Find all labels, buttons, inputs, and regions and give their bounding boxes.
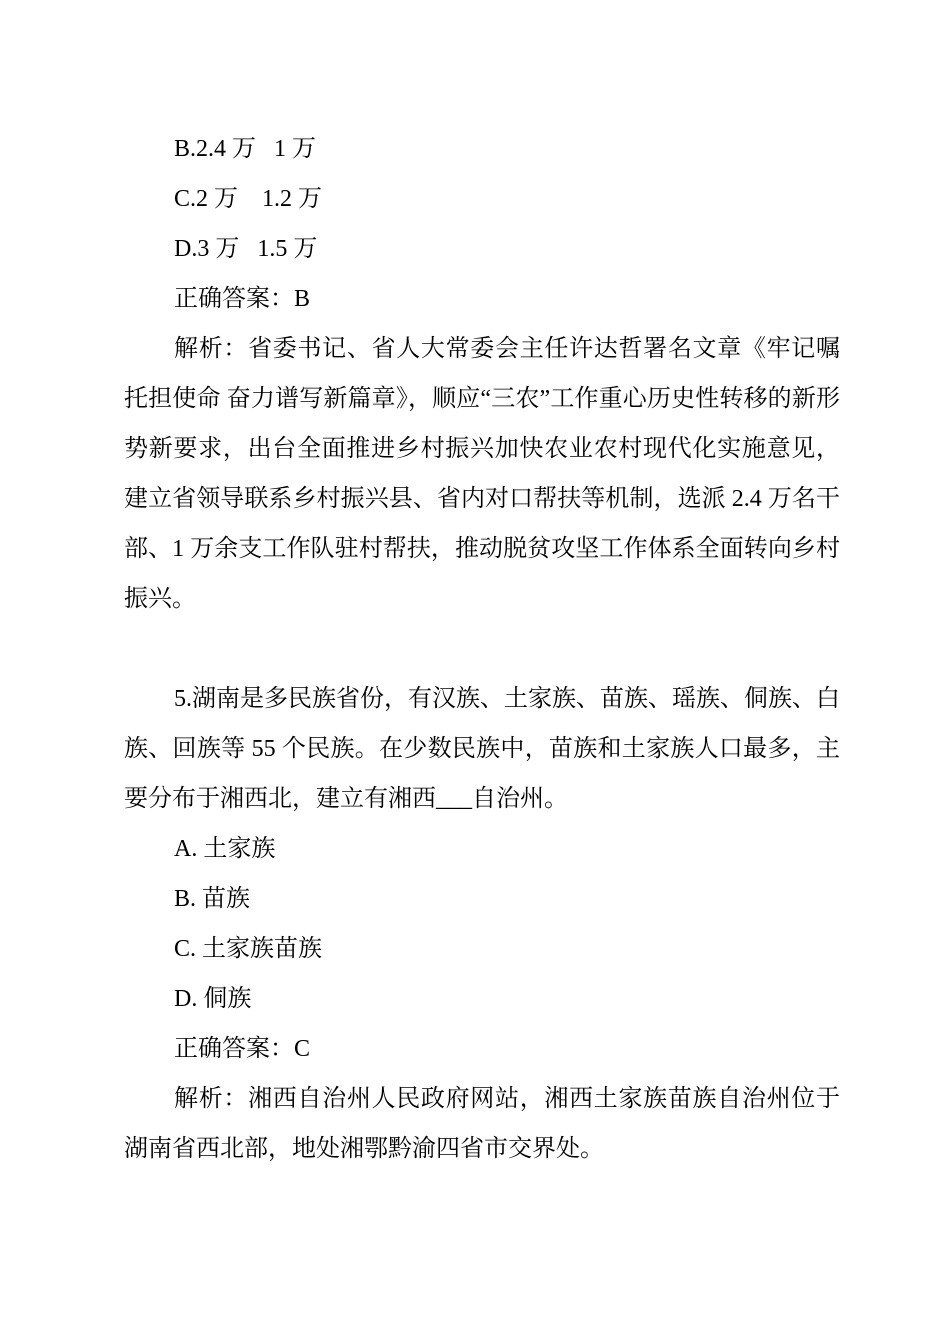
- q5-option-a: A. 土家族: [174, 836, 276, 862]
- document-body: [124, 124, 840, 1174]
- q4-option-d: D.3 万 1.5 万: [174, 236, 318, 262]
- q5-correct-answer: 正确答案：C: [174, 1036, 311, 1062]
- q5-option-d: D. 侗族: [174, 986, 252, 1012]
- q5-analysis: 解析：湘西自治州人民政府网站，湘西土家族苗族自治州位于湖南省西北部，地处湘鄂黔渝四省市交界处。: [124, 1086, 840, 1162]
- q4-option-b: B.2.4 万 1 万: [174, 136, 317, 162]
- q4-analysis: 解析：省委书记、省人大常委会主任许达哲署名文章《牢记嘱托担使命 奋力谱写新篇章》，顺应“三农”工作重心历史性转移的新形势新要求，出台全面推进乡村振兴加快农业农村现代化实施意见，建立省领导联系乡村振兴县、省内对口帮扶等机制，选派 2.4 万名干部、1 万余支工作队驻村帮扶，推动脱贫攻坚工作体系全面转向乡村振兴。: [124, 336, 840, 612]
- q5-option-c: C. 土家族苗族: [174, 936, 323, 962]
- q5-option-b: B. 苗族: [174, 886, 251, 912]
- q4-correct-answer: 正确答案：B: [174, 286, 311, 312]
- q5-question: 5.湖南是多民族省份，有汉族、土家族、苗族、瑶族、侗族、白族、回族等 55 个民族。在少数民族中，苗族和土家族人口最多，主要分布于湘西北，建立有湘西___自治州。: [124, 686, 840, 812]
- q4-option-c: C.2 万 1.2 万: [174, 186, 323, 212]
- spacer: [124, 624, 840, 674]
